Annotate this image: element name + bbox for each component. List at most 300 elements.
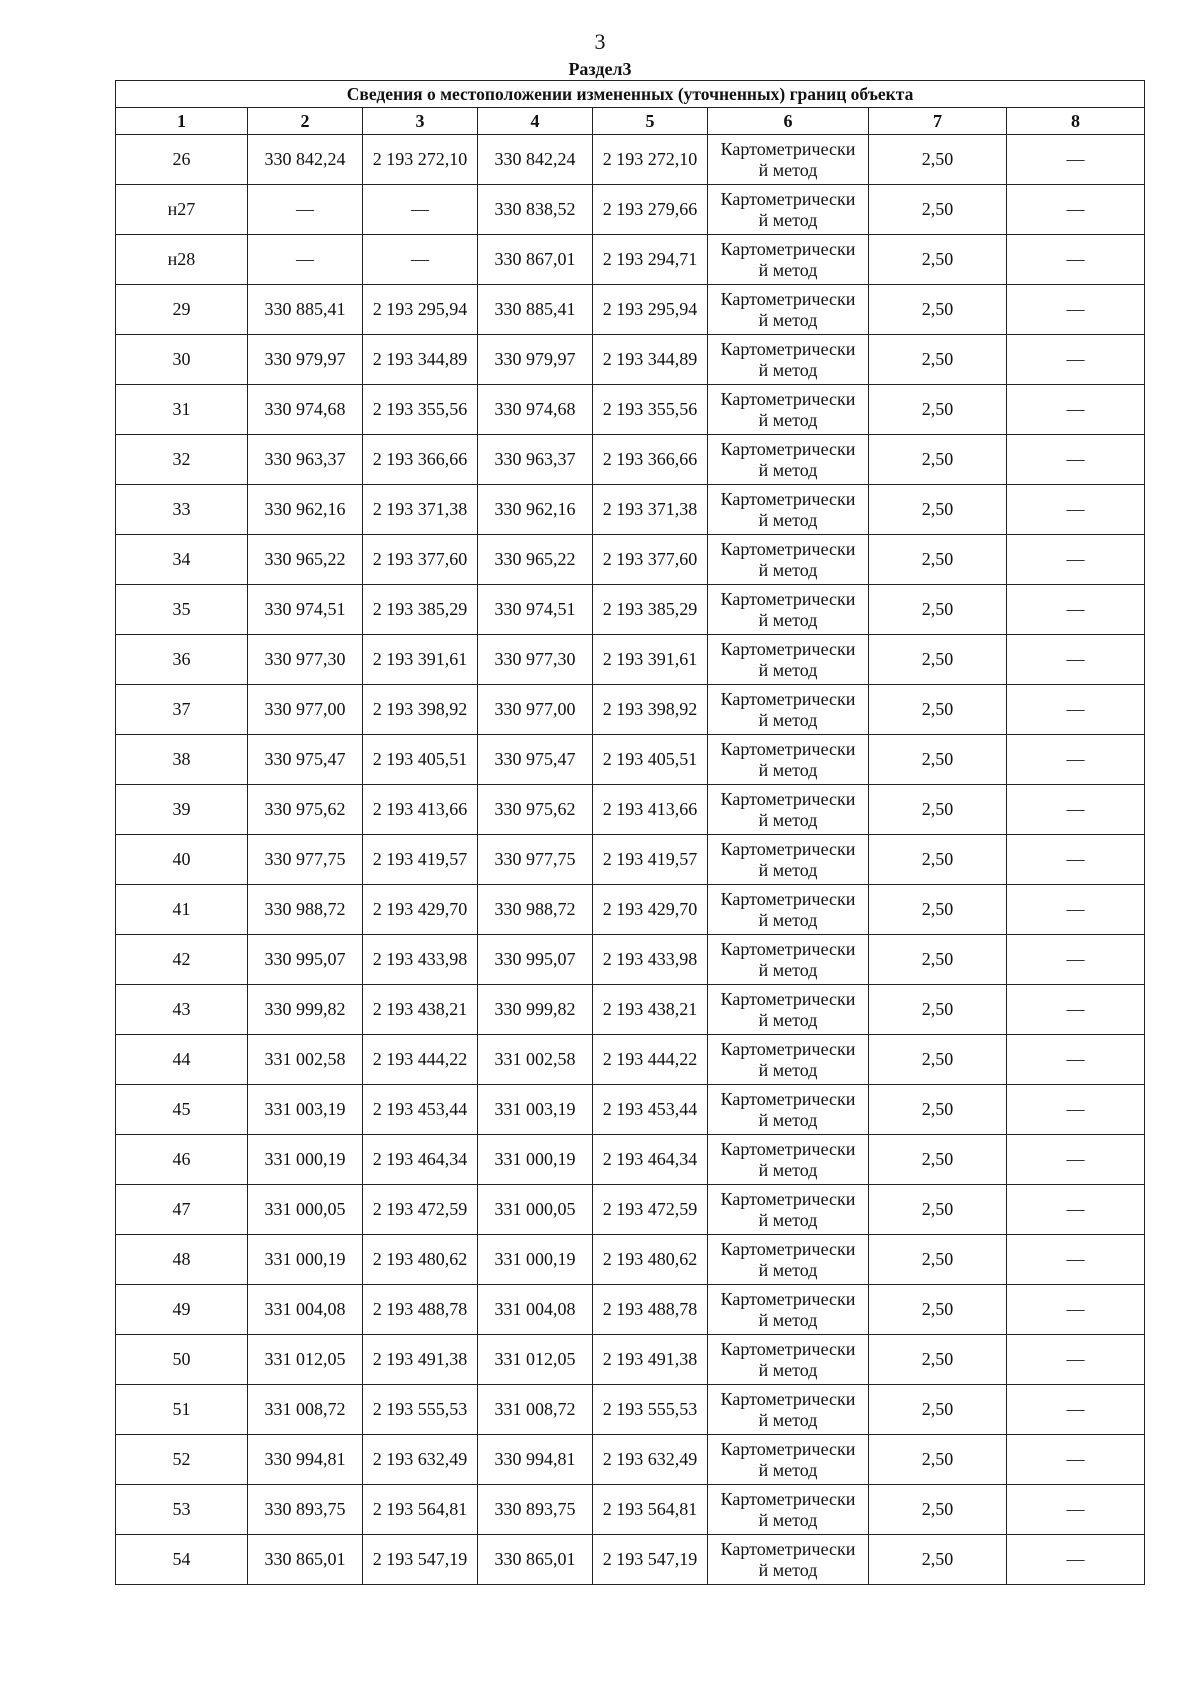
method-cell [708,1535,869,1585]
column-number-8: 8 [1007,108,1145,135]
table-row [116,1035,1145,1085]
y-existing-cell: 2 193 371,38 [363,485,478,535]
table-row [116,185,1145,235]
y-refined-cell: 2 193 464,34 [593,1135,708,1185]
method-line-2: й метод [758,609,818,630]
note-cell: — [1007,1035,1145,1085]
accuracy-cell: 2,50 [869,1485,1007,1535]
column-number-6: 6 [708,108,869,135]
method-cell [708,235,869,285]
table-row [116,785,1145,835]
y-existing-cell: 2 193 444,22 [363,1035,478,1085]
column-number-row [116,108,1145,135]
y-refined-cell: 2 193 398,92 [593,685,708,735]
y-refined-cell: 2 193 453,44 [593,1085,708,1135]
method-line-2: й метод [758,259,818,280]
point-number-cell: 32 [116,435,248,485]
note-cell: — [1007,535,1145,585]
y-existing-cell: 2 193 366,66 [363,435,478,485]
y-refined-cell: 2 193 444,22 [593,1035,708,1085]
method-line-2: й метод [758,1309,818,1330]
y-existing-cell: 2 193 295,94 [363,285,478,335]
accuracy-cell: 2,50 [869,485,1007,535]
y-refined-cell: 2 193 385,29 [593,585,708,635]
note-cell: — [1007,185,1145,235]
method-line-1: Картометрически [720,838,856,859]
x-refined-cell: 330 867,01 [478,235,593,285]
method-line-2: й метод [758,709,818,730]
method-cell [708,435,869,485]
point-number-cell: 43 [116,985,248,1035]
method-cell [708,735,869,785]
x-existing-cell: — [248,235,363,285]
method-line-1: Картометрически [720,1088,856,1109]
x-existing-cell: 330 977,75 [248,835,363,885]
table-row [116,735,1145,785]
y-existing-cell: 2 193 480,62 [363,1235,478,1285]
column-number-2: 2 [248,108,363,135]
point-number-cell: н28 [116,235,248,285]
y-existing-cell: 2 193 547,19 [363,1535,478,1585]
note-cell: — [1007,1135,1145,1185]
y-refined-cell: 2 193 429,70 [593,885,708,935]
y-existing-cell: 2 193 488,78 [363,1285,478,1335]
accuracy-cell: 2,50 [869,885,1007,935]
x-existing-cell: 330 979,97 [248,335,363,385]
point-number-cell: 48 [116,1235,248,1285]
table-row [116,235,1145,285]
method-line-2: й метод [758,1059,818,1080]
note-cell: — [1007,1385,1145,1435]
method-line-2: й метод [758,459,818,480]
x-refined-cell: 330 974,51 [478,585,593,635]
x-existing-cell: 331 002,58 [248,1035,363,1085]
note-cell: — [1007,1235,1145,1285]
y-refined-cell: 2 193 279,66 [593,185,708,235]
table-row [116,985,1145,1035]
accuracy-cell: 2,50 [869,1335,1007,1385]
y-existing-cell: 2 193 419,57 [363,835,478,885]
point-number-cell: 34 [116,535,248,585]
y-refined-cell: 2 193 491,38 [593,1335,708,1385]
accuracy-cell: 2,50 [869,585,1007,635]
method-cell [708,835,869,885]
note-cell: — [1007,585,1145,635]
method-line-1: Картометрически [720,1338,856,1359]
x-refined-cell: 331 000,19 [478,1135,593,1185]
note-cell: — [1007,485,1145,535]
method-cell [708,1185,869,1235]
y-existing-cell: 2 193 398,92 [363,685,478,735]
y-existing-cell: 2 193 464,34 [363,1135,478,1185]
method-cell [708,1035,869,1085]
y-existing-cell: 2 193 355,56 [363,385,478,435]
method-cell [708,185,869,235]
y-existing-cell: 2 193 564,81 [363,1485,478,1535]
method-line-2: й метод [758,1459,818,1480]
point-number-cell: 54 [116,1535,248,1585]
accuracy-cell: 2,50 [869,1185,1007,1235]
y-refined-cell: 2 193 294,71 [593,235,708,285]
method-line-2: й метод [758,209,818,230]
accuracy-cell: 2,50 [869,1535,1007,1585]
method-line-2: й метод [758,809,818,830]
method-line-2: й метод [758,309,818,330]
y-existing-cell: 2 193 344,89 [363,335,478,385]
method-line-1: Картометрически [720,138,856,159]
x-refined-cell: 330 979,97 [478,335,593,385]
table-row [116,535,1145,585]
table-row [116,1185,1145,1235]
note-cell: — [1007,985,1145,1035]
method-cell [708,1085,869,1135]
point-number-cell: 37 [116,685,248,735]
x-refined-cell: 331 000,19 [478,1235,593,1285]
note-cell: — [1007,935,1145,985]
x-existing-cell: 330 975,47 [248,735,363,785]
x-existing-cell: 331 004,08 [248,1285,363,1335]
method-line-2: й метод [758,359,818,380]
point-number-cell: 39 [116,785,248,835]
x-refined-cell: 330 865,01 [478,1535,593,1585]
method-line-1: Картометрически [720,688,856,709]
y-existing-cell: 2 193 438,21 [363,985,478,1035]
method-cell [708,785,869,835]
note-cell: — [1007,1185,1145,1235]
method-line-2: й метод [758,1109,818,1130]
x-existing-cell: 330 865,01 [248,1535,363,1585]
method-cell [708,535,869,585]
method-line-2: й метод [758,1559,818,1580]
method-line-1: Картометрически [720,988,856,1009]
point-number-cell: 53 [116,1485,248,1535]
accuracy-cell: 2,50 [869,385,1007,435]
section-title: Раздел3 [568,59,632,79]
y-refined-cell: 2 193 547,19 [593,1535,708,1585]
x-refined-cell: 330 838,52 [478,185,593,235]
method-cell [708,1235,869,1285]
table-row [116,685,1145,735]
column-number-7: 7 [869,108,1007,135]
method-line-1: Картометрически [720,1238,856,1259]
table-row [116,1135,1145,1185]
method-line-1: Картометрически [720,938,856,959]
note-cell: — [1007,735,1145,785]
method-line-1: Картометрически [720,638,856,659]
method-cell [708,635,869,685]
point-number-cell: н27 [116,185,248,235]
accuracy-cell: 2,50 [869,935,1007,985]
accuracy-cell: 2,50 [869,735,1007,785]
x-existing-cell: 330 995,07 [248,935,363,985]
method-cell [708,1335,869,1385]
accuracy-cell: 2,50 [869,985,1007,1035]
method-line-1: Картометрически [720,538,856,559]
method-line-2: й метод [758,1409,818,1430]
table-body [116,135,1145,1585]
y-existing-cell: 2 193 385,29 [363,585,478,635]
method-cell [708,935,869,985]
y-refined-cell: 2 193 419,57 [593,835,708,885]
x-refined-cell: 330 975,47 [478,735,593,785]
note-cell: — [1007,785,1145,835]
point-number-cell: 38 [116,735,248,785]
x-existing-cell: 330 962,16 [248,485,363,535]
note-cell: — [1007,835,1145,885]
point-number-cell: 44 [116,1035,248,1085]
point-number-cell: 46 [116,1135,248,1185]
method-line-2: й метод [758,859,818,880]
note-cell: — [1007,885,1145,935]
note-cell: — [1007,635,1145,685]
y-existing-cell: 2 193 491,38 [363,1335,478,1385]
table-row [116,885,1145,935]
x-existing-cell: 331 003,19 [248,1085,363,1135]
y-refined-cell: 2 193 488,78 [593,1285,708,1335]
method-line-2: й метод [758,559,818,580]
method-line-1: Картометрически [720,888,856,909]
accuracy-cell: 2,50 [869,185,1007,235]
y-existing-cell: 2 193 555,53 [363,1385,478,1435]
table-row [116,635,1145,685]
note-cell: — [1007,285,1145,335]
y-refined-cell: 2 193 472,59 [593,1185,708,1235]
accuracy-cell: 2,50 [869,1135,1007,1185]
point-number-cell: 41 [116,885,248,935]
y-existing-cell: 2 193 413,66 [363,785,478,835]
table-row [116,1285,1145,1335]
accuracy-cell: 2,50 [869,635,1007,685]
note-cell: — [1007,1335,1145,1385]
x-refined-cell: 330 893,75 [478,1485,593,1535]
x-existing-cell: 330 963,37 [248,435,363,485]
table-row [116,135,1145,185]
accuracy-cell: 2,50 [869,235,1007,285]
y-refined-cell: 2 193 295,94 [593,285,708,335]
note-cell: — [1007,435,1145,485]
accuracy-cell: 2,50 [869,1085,1007,1135]
x-existing-cell: 330 977,30 [248,635,363,685]
method-line-1: Картометрически [720,188,856,209]
note-cell: — [1007,385,1145,435]
table-row [116,1535,1145,1585]
x-existing-cell: 331 000,05 [248,1185,363,1235]
point-number-cell: 42 [116,935,248,985]
x-existing-cell: 330 974,68 [248,385,363,435]
accuracy-cell: 2,50 [869,1385,1007,1435]
y-refined-cell: 2 193 555,53 [593,1385,708,1435]
y-refined-cell: 2 193 391,61 [593,635,708,685]
method-line-1: Картометрически [720,588,856,609]
table-row [116,1085,1145,1135]
note-cell: — [1007,1285,1145,1335]
x-refined-cell: 330 977,00 [478,685,593,735]
method-line-2: й метод [758,1009,818,1030]
method-line-1: Картометрически [720,1438,856,1459]
method-cell [708,135,869,185]
accuracy-cell: 2,50 [869,335,1007,385]
method-line-1: Картометрически [720,438,856,459]
point-number-cell: 51 [116,1385,248,1435]
accuracy-cell: 2,50 [869,285,1007,335]
y-refined-cell: 2 193 371,38 [593,485,708,535]
accuracy-cell: 2,50 [869,785,1007,835]
method-cell [708,585,869,635]
table-row [116,385,1145,435]
accuracy-cell: 2,50 [869,535,1007,585]
point-number-cell: 29 [116,285,248,335]
x-refined-cell: 331 012,05 [478,1335,593,1385]
table-row [116,1435,1145,1485]
table-row [116,1385,1145,1435]
x-refined-cell: 330 975,62 [478,785,593,835]
note-cell: — [1007,1535,1145,1585]
method-line-2: й метод [758,909,818,930]
note-cell: — [1007,135,1145,185]
method-cell [708,1385,869,1435]
y-refined-cell: 2 193 272,10 [593,135,708,185]
method-line-2: й метод [758,1209,818,1230]
method-line-2: й метод [758,1259,818,1280]
y-refined-cell: 2 193 344,89 [593,335,708,385]
method-line-1: Картометрически [720,1288,856,1309]
x-existing-cell: 330 965,22 [248,535,363,585]
x-existing-cell: 330 999,82 [248,985,363,1035]
y-existing-cell: — [363,235,478,285]
accuracy-cell: 2,50 [869,835,1007,885]
method-line-2: й метод [758,409,818,430]
column-number-4: 4 [478,108,593,135]
method-cell [708,1135,869,1185]
point-number-cell: 30 [116,335,248,385]
y-existing-cell: 2 193 632,49 [363,1435,478,1485]
x-existing-cell: 330 842,24 [248,135,363,185]
method-line-1: Картометрически [720,1388,856,1409]
x-existing-cell: — [248,185,363,235]
method-line-1: Картометрически [720,488,856,509]
accuracy-cell: 2,50 [869,1435,1007,1485]
coordinates-table [115,80,1145,1585]
y-existing-cell: 2 193 272,10 [363,135,478,185]
method-line-1: Картометрически [720,238,856,259]
accuracy-cell: 2,50 [869,1235,1007,1285]
y-refined-cell: 2 193 355,56 [593,385,708,435]
table-row [116,485,1145,535]
table-row [116,335,1145,385]
method-line-1: Картометрически [720,388,856,409]
point-number-cell: 35 [116,585,248,635]
x-existing-cell: 330 977,00 [248,685,363,735]
method-line-2: й метод [758,1509,818,1530]
accuracy-cell: 2,50 [869,1285,1007,1335]
method-line-1: Картометрически [720,1188,856,1209]
table-row [116,435,1145,485]
method-line-1: Картометрически [720,1038,856,1059]
y-refined-cell: 2 193 433,98 [593,935,708,985]
y-existing-cell: 2 193 391,61 [363,635,478,685]
x-refined-cell: 330 963,37 [478,435,593,485]
method-cell [708,335,869,385]
point-number-cell: 31 [116,385,248,435]
y-refined-cell: 2 193 564,81 [593,1485,708,1535]
x-refined-cell: 331 004,08 [478,1285,593,1335]
x-refined-cell: 330 965,22 [478,535,593,585]
y-refined-cell: 2 193 413,66 [593,785,708,835]
x-refined-cell: 330 999,82 [478,985,593,1035]
column-number-1: 1 [116,108,248,135]
point-number-cell: 50 [116,1335,248,1385]
method-cell [708,485,869,535]
x-refined-cell: 330 994,81 [478,1435,593,1485]
method-cell [708,285,869,335]
method-line-2: й метод [758,509,818,530]
table-row [116,1235,1145,1285]
table-row [116,285,1145,335]
point-number-cell: 47 [116,1185,248,1235]
x-refined-cell: 330 885,41 [478,285,593,335]
y-existing-cell: — [363,185,478,235]
table-row [116,1335,1145,1385]
table-row [116,835,1145,885]
y-refined-cell: 2 193 632,49 [593,1435,708,1485]
x-refined-cell: 331 008,72 [478,1385,593,1435]
x-refined-cell: 330 988,72 [478,885,593,935]
x-refined-cell: 330 842,24 [478,135,593,185]
note-cell: — [1007,1085,1145,1135]
x-existing-cell: 330 974,51 [248,585,363,635]
method-line-1: Картометрически [720,338,856,359]
method-cell [708,1485,869,1535]
method-line-1: Картометрически [720,738,856,759]
y-refined-cell: 2 193 438,21 [593,985,708,1035]
y-refined-cell: 2 193 377,60 [593,535,708,585]
accuracy-cell: 2,50 [869,685,1007,735]
table-row [116,585,1145,635]
point-number-cell: 52 [116,1435,248,1485]
column-number-3: 3 [363,108,478,135]
table-row [116,1485,1145,1535]
x-refined-cell: 331 002,58 [478,1035,593,1085]
method-cell [708,1435,869,1485]
y-existing-cell: 2 193 429,70 [363,885,478,935]
x-refined-cell: 330 974,68 [478,385,593,435]
x-refined-cell: 330 977,75 [478,835,593,885]
point-number-cell: 36 [116,635,248,685]
point-number-cell: 33 [116,485,248,535]
x-existing-cell: 330 893,75 [248,1485,363,1535]
accuracy-cell: 2,50 [869,435,1007,485]
method-line-2: й метод [758,759,818,780]
x-existing-cell: 331 000,19 [248,1135,363,1185]
point-number-cell: 49 [116,1285,248,1335]
method-line-1: Картометрически [720,1138,856,1159]
x-refined-cell: 331 003,19 [478,1085,593,1135]
method-line-2: й метод [758,1359,818,1380]
table-caption: Сведения о местоположении измененных (уточненных) границ объекта [116,81,1145,108]
x-existing-cell: 331 012,05 [248,1335,363,1385]
note-cell: — [1007,235,1145,285]
accuracy-cell: 2,50 [869,1035,1007,1085]
x-refined-cell: 331 000,05 [478,1185,593,1235]
y-existing-cell: 2 193 433,98 [363,935,478,985]
x-refined-cell: 330 995,07 [478,935,593,985]
page-number: 3 [594,29,606,54]
y-refined-cell: 2 193 480,62 [593,1235,708,1285]
note-cell: — [1007,335,1145,385]
y-refined-cell: 2 193 405,51 [593,735,708,785]
method-cell [708,1285,869,1335]
x-existing-cell: 330 885,41 [248,285,363,335]
